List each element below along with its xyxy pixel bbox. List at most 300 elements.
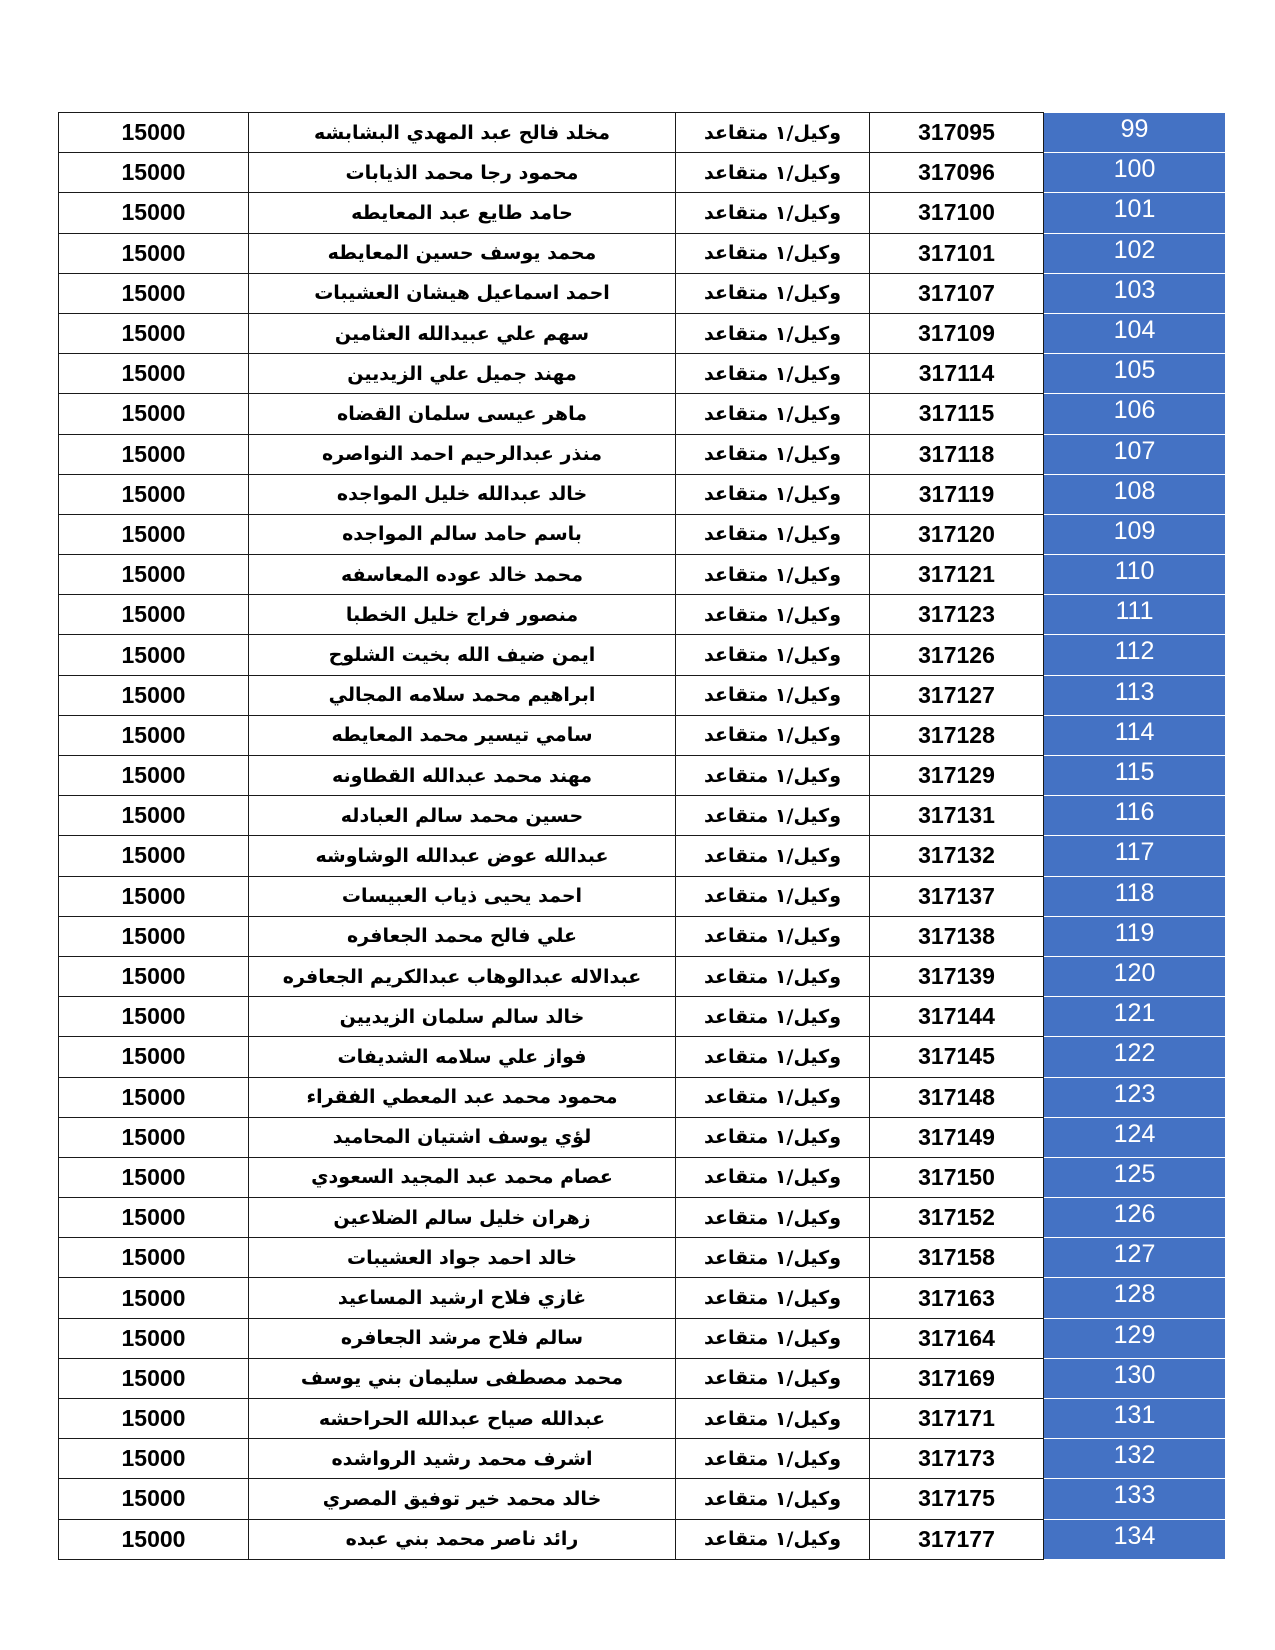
serial-number-cell-text: 123 [1113,1079,1156,1108]
serial-number-cell-text: 114 [1114,717,1155,746]
table-row [59,1198,1226,1238]
rank-cell [676,474,870,514]
military-number-cell-text: 317177 [918,1525,995,1552]
rank-cell [676,1439,870,1479]
rank-cell-text: وكيل/١ متقاعد [703,201,842,224]
military-number-cell [870,1519,1044,1559]
serial-number-cell [1044,1439,1226,1479]
rank-cell-text: وكيل/١ متقاعد [703,1246,842,1269]
amount-cell [59,956,249,996]
amount-cell [59,1037,249,1077]
serial-number-cell-text: 124 [1113,1119,1156,1148]
amount-cell-text: 15000 [121,1324,186,1351]
amount-cell [59,1399,249,1439]
table-row [59,193,1226,233]
name-cell-text: لؤي يوسف اشتيان المحاميد [332,1126,592,1149]
serial-number-cell [1044,997,1226,1037]
military-number-cell-text: 317107 [918,279,995,306]
amount-cell [59,675,249,715]
military-number-cell [870,474,1044,514]
serial-number-cell-text: 107 [1113,436,1156,465]
name-cell [249,595,676,635]
rank-cell-text: وكيل/١ متقاعد [703,1206,842,1229]
name-cell-text: مخلد فالح عبد المهدي البشابشه [314,121,610,144]
serial-number-cell-text: 119 [1114,918,1155,947]
rank-cell-text: وكيل/١ متقاعد [703,483,842,506]
table-row [59,1157,1226,1197]
table-row [59,836,1226,876]
rank-cell-text: وكيل/١ متقاعد [703,1447,842,1470]
military-number-cell [870,675,1044,715]
rank-cell-text: وكيل/١ متقاعد [703,121,842,144]
name-cell [249,836,676,876]
rank-cell-text: وكيل/١ متقاعد [703,402,842,425]
amount-cell-text: 15000 [121,360,186,387]
serial-number-cell-text: 115 [1114,758,1155,786]
serial-number-cell [1044,113,1226,153]
rank-cell-text: وكيل/١ متقاعد [703,1407,842,1430]
military-number-cell [870,113,1044,153]
amount-cell [59,1439,249,1479]
rank-cell [676,1479,870,1519]
name-cell-text: عصام محمد عبد المجيد السعودي [311,1166,613,1189]
amount-cell-text: 15000 [121,1244,186,1271]
rank-cell-text: وكيل/١ متقاعد [703,1528,842,1551]
amount-cell [59,997,249,1037]
serial-number-cell-text: 128 [1113,1280,1156,1309]
name-cell [249,555,676,595]
serial-number-cell-text: 129 [1113,1320,1156,1349]
military-number-cell-text: 317137 [918,882,995,909]
amount-cell-text: 15000 [121,440,186,467]
military-number-cell [870,916,1044,956]
serial-number-cell [1044,1077,1226,1117]
serial-number-cell [1044,956,1226,996]
roster-table [58,112,1226,1560]
table-row [59,956,1226,996]
rank-cell [676,715,870,755]
table-row [59,876,1226,916]
serial-number-cell [1044,1399,1226,1439]
amount-cell [59,354,249,394]
amount-cell-text: 15000 [121,641,186,668]
military-number-cell-text: 317169 [918,1364,995,1391]
military-number-cell [870,1439,1044,1479]
name-cell-text: سالم فلاح مرشد الجعافره [340,1327,584,1350]
serial-number-cell-text: 113 [1114,677,1155,706]
name-cell-text: علي فالح محمد الجعافره [346,925,578,948]
amount-cell [59,1117,249,1157]
amount-cell [59,595,249,635]
name-cell-text: اشرف محمد رشيد الرواشده [331,1447,593,1470]
serial-number-cell [1044,474,1226,514]
military-number-cell [870,193,1044,233]
name-cell-text: رائد ناصر محمد بني عبده [345,1528,579,1551]
name-cell-text: سهم علي عبيدالله العثامين [334,322,590,345]
serial-number-cell [1044,1318,1226,1358]
amount-cell-text: 15000 [121,1003,186,1030]
table-row [59,113,1226,153]
name-cell [249,113,676,153]
serial-number-cell-text: 133 [1113,1481,1156,1510]
serial-number-cell-text: 122 [1113,1039,1156,1068]
military-number-cell-text: 317095 [918,119,995,146]
amount-cell-text: 15000 [121,1405,186,1432]
amount-cell-text: 15000 [121,802,186,829]
serial-number-cell [1044,514,1226,554]
serial-number-cell-text: 105 [1113,356,1156,385]
name-cell [249,1198,676,1238]
name-cell-text: منذر عبدالرحيم احمد النواصره [322,443,602,466]
document-page [58,112,1226,1560]
name-cell-text: ابراهيم محمد سلامه المجالي [328,684,596,707]
name-cell [249,1077,676,1117]
amount-cell-text: 15000 [121,1163,186,1190]
rank-cell-text: وكيل/١ متقاعد [703,603,842,626]
military-number-cell [870,1399,1044,1439]
amount-cell-text: 15000 [121,561,186,588]
serial-number-cell-text: 106 [1113,396,1156,425]
rank-cell-text: وكيل/١ متقاعد [703,1367,842,1390]
name-cell-text: عبدالله صياح عبدالله الحراحشه [318,1407,606,1430]
military-number-cell-text: 317109 [918,320,995,347]
rank-cell [676,675,870,715]
table-row [59,756,1226,796]
serial-number-cell [1044,313,1226,353]
table-row [59,514,1226,554]
serial-number-cell-text: 99 [1120,115,1149,143]
table-row [59,233,1226,273]
rank-cell-text: وكيل/١ متقاعد [703,644,842,667]
rank-cell-text: وكيل/١ متقاعد [703,362,842,385]
rank-cell [676,876,870,916]
rank-cell [676,354,870,394]
table-row [59,1117,1226,1157]
serial-number-cell [1044,273,1226,313]
serial-number-cell [1044,1519,1226,1559]
military-number-cell-text: 317115 [918,400,995,427]
amount-cell-text: 15000 [121,159,186,186]
rank-cell-text: وكيل/١ متقاعد [703,1287,842,1310]
table-row [59,153,1226,193]
name-cell-text: خالد عبدالله خليل المواجده [336,483,588,506]
table-row [59,1358,1226,1398]
table-row [59,1278,1226,1318]
rank-cell [676,1519,870,1559]
serial-number-cell [1044,1278,1226,1318]
amount-cell-text: 15000 [121,1284,186,1311]
name-cell-text: زهران خليل سالم الضلاعين [333,1206,591,1229]
amount-cell [59,1198,249,1238]
rank-cell [676,1157,870,1197]
amount-cell [59,233,249,273]
military-number-cell-text: 317163 [918,1284,995,1311]
amount-cell [59,193,249,233]
rank-cell-text: وكيل/١ متقاعد [703,925,842,948]
amount-cell-text: 15000 [121,762,186,789]
military-number-cell-text: 317175 [918,1485,995,1512]
amount-cell-text: 15000 [121,199,186,226]
serial-number-cell [1044,434,1226,474]
rank-cell-text: وكيل/١ متقاعد [703,443,842,466]
serial-number-cell-text: 117 [1114,838,1155,867]
rank-cell-text: وكيل/١ متقاعد [703,724,842,747]
amount-cell [59,1238,249,1278]
name-cell [249,514,676,554]
serial-number-cell [1044,595,1226,635]
military-number-cell [870,555,1044,595]
name-cell [249,916,676,956]
military-number-cell [870,434,1044,474]
military-number-cell [870,876,1044,916]
serial-number-cell-text: 108 [1113,476,1156,505]
military-number-cell-text: 317101 [918,239,995,266]
military-number-cell-text: 317127 [918,681,995,708]
amount-cell [59,836,249,876]
table-row [59,354,1226,394]
serial-number-cell [1044,1117,1226,1157]
serial-number-cell-text: 103 [1113,275,1156,304]
military-number-cell [870,1238,1044,1278]
table-row [59,1037,1226,1077]
rank-cell [676,1037,870,1077]
table-row [59,1519,1226,1559]
military-number-cell-text: 317145 [918,1043,995,1070]
name-cell-text: غازي فلاح ارشيد المساعيد [337,1287,587,1310]
military-number-cell-text: 317100 [918,199,995,226]
amount-cell-text: 15000 [121,400,186,427]
rank-cell-text: وكيل/١ متقاعد [703,1487,842,1510]
serial-number-cell-text: 130 [1113,1360,1156,1389]
military-number-cell-text: 317128 [918,721,995,748]
military-number-cell [870,1037,1044,1077]
amount-cell [59,153,249,193]
amount-cell [59,715,249,755]
serial-number-cell-text: 127 [1113,1240,1156,1269]
amount-cell-text: 15000 [121,279,186,306]
serial-number-cell [1044,1198,1226,1238]
name-cell-text: ايمن ضيف الله بخيت الشلوح [328,644,596,667]
serial-number-cell [1044,555,1226,595]
serial-number-cell [1044,796,1226,836]
amount-cell [59,916,249,956]
amount-cell [59,1519,249,1559]
military-number-cell [870,273,1044,313]
rank-cell-text: وكيل/١ متقاعد [703,844,842,867]
amount-cell-text: 15000 [121,1485,186,1512]
name-cell [249,474,676,514]
amount-cell [59,1358,249,1398]
serial-number-cell-text: 112 [1114,637,1155,666]
amount-cell [59,555,249,595]
serial-number-cell-text: 126 [1113,1200,1156,1229]
serial-number-cell [1044,153,1226,193]
serial-number-cell [1044,675,1226,715]
military-number-cell [870,1117,1044,1157]
rank-cell [676,997,870,1037]
serial-number-cell [1044,394,1226,434]
name-cell [249,233,676,273]
table-row [59,997,1226,1037]
military-number-cell-text: 317150 [918,1163,995,1190]
name-cell [249,153,676,193]
rank-cell [676,836,870,876]
name-cell [249,675,676,715]
military-number-cell-text: 317152 [918,1204,995,1231]
rank-cell [676,1117,870,1157]
amount-cell [59,1077,249,1117]
amount-cell [59,1318,249,1358]
military-number-cell [870,233,1044,273]
military-number-cell [870,1198,1044,1238]
name-cell-text: حسين محمد سالم العبادله [340,804,584,827]
military-number-cell-text: 317126 [918,641,995,668]
name-cell [249,756,676,796]
amount-cell-text: 15000 [121,842,186,869]
rank-cell-text: وكيل/١ متقاعد [703,885,842,908]
name-cell [249,956,676,996]
amount-cell-text: 15000 [121,119,186,146]
amount-cell [59,1278,249,1318]
serial-number-cell-text: 109 [1113,516,1156,545]
military-number-cell-text: 317149 [918,1123,995,1150]
serial-number-cell [1044,756,1226,796]
name-cell-text: مهند جميل علي الزيديين [347,362,577,385]
serial-number-cell [1044,836,1226,876]
military-number-cell-text: 317131 [918,802,995,829]
name-cell-text: حامد طايع عبد المعايطه [351,201,573,224]
rank-cell [676,555,870,595]
name-cell [249,1399,676,1439]
serial-number-cell-text: 125 [1113,1159,1156,1188]
name-cell-text: محمد خالد عوده المعاسفه [341,563,583,586]
rank-cell [676,1399,870,1439]
name-cell-text: خالد احمد جواد العشيبات [346,1246,577,1269]
military-number-cell [870,796,1044,836]
name-cell [249,193,676,233]
rank-cell [676,273,870,313]
rank-cell-text: وكيل/١ متقاعد [703,563,842,586]
serial-number-cell [1044,1479,1226,1519]
military-number-cell-text: 317139 [918,963,995,990]
military-number-cell-text: 317118 [918,440,995,467]
rank-cell [676,394,870,434]
rank-cell-text: وكيل/١ متقاعد [703,282,842,305]
amount-cell [59,514,249,554]
military-number-cell [870,153,1044,193]
amount-cell-text: 15000 [121,681,186,708]
rank-cell-text: وكيل/١ متقاعد [703,1327,842,1350]
military-number-cell [870,1318,1044,1358]
amount-cell [59,313,249,353]
rank-cell [676,635,870,675]
amount-cell-text: 15000 [121,320,186,347]
military-number-cell-text: 317129 [918,762,995,789]
table-row [59,595,1226,635]
military-number-cell [870,354,1044,394]
amount-cell [59,1157,249,1197]
name-cell [249,997,676,1037]
rank-cell-text: وكيل/١ متقاعد [703,965,842,988]
serial-number-cell-text: 102 [1113,235,1156,264]
name-cell-text: خالد محمد خير توفيق المصري [322,1487,602,1510]
military-number-cell [870,514,1044,554]
rank-cell-text: وكيل/١ متقاعد [703,161,842,184]
rank-cell-text: وكيل/١ متقاعد [703,764,842,787]
rank-cell [676,1318,870,1358]
rank-cell-text: وكيل/١ متقاعد [703,523,842,546]
military-number-cell-text: 317114 [918,360,995,387]
rank-cell [676,193,870,233]
name-cell [249,1479,676,1519]
rank-cell [676,434,870,474]
serial-number-cell-text: 104 [1113,315,1156,344]
rank-cell [676,956,870,996]
name-cell [249,1358,676,1398]
rank-cell [676,1278,870,1318]
amount-cell-text: 15000 [121,1525,186,1552]
table-row [59,394,1226,434]
rank-cell-text: وكيل/١ متقاعد [703,1005,842,1028]
military-number-cell-text: 317138 [918,922,995,949]
amount-cell-text: 15000 [121,882,186,909]
roster-table-body [59,113,1226,1560]
rank-cell-text: وكيل/١ متقاعد [703,322,842,345]
amount-cell-text: 15000 [121,1123,186,1150]
amount-cell [59,434,249,474]
military-number-cell [870,394,1044,434]
amount-cell-text: 15000 [121,1445,186,1472]
amount-cell-text: 15000 [121,480,186,507]
name-cell [249,1238,676,1278]
serial-number-cell-text: 134 [1113,1521,1156,1550]
amount-cell [59,796,249,836]
table-row [59,796,1226,836]
rank-cell [676,1198,870,1238]
serial-number-cell-text: 120 [1113,958,1156,987]
name-cell [249,394,676,434]
military-number-cell [870,836,1044,876]
name-cell-text: محمود رجا محمد الذيابات [345,161,579,184]
rank-cell [676,916,870,956]
name-cell [249,1117,676,1157]
military-number-cell-text: 317173 [918,1445,995,1472]
amount-cell-text: 15000 [121,520,186,547]
table-row [59,1479,1226,1519]
military-number-cell [870,756,1044,796]
rank-cell [676,153,870,193]
name-cell [249,1318,676,1358]
amount-cell-text: 15000 [121,239,186,266]
rank-cell [676,514,870,554]
military-number-cell-text: 317171 [918,1405,995,1432]
military-number-cell [870,635,1044,675]
military-number-cell-text: 317164 [918,1324,995,1351]
rank-cell [676,113,870,153]
military-number-cell-text: 317096 [918,159,995,186]
name-cell [249,1519,676,1559]
amount-cell-text: 15000 [121,963,186,990]
name-cell-text: سامي تيسير محمد المعايطه [331,724,593,747]
rank-cell [676,313,870,353]
military-number-cell [870,595,1044,635]
amount-cell [59,635,249,675]
military-number-cell-text: 317148 [918,1083,995,1110]
rank-cell [676,1358,870,1398]
military-number-cell-text: 317119 [918,480,995,507]
serial-number-cell-text: 111 [1115,597,1154,626]
military-number-cell-text: 317120 [918,520,995,547]
